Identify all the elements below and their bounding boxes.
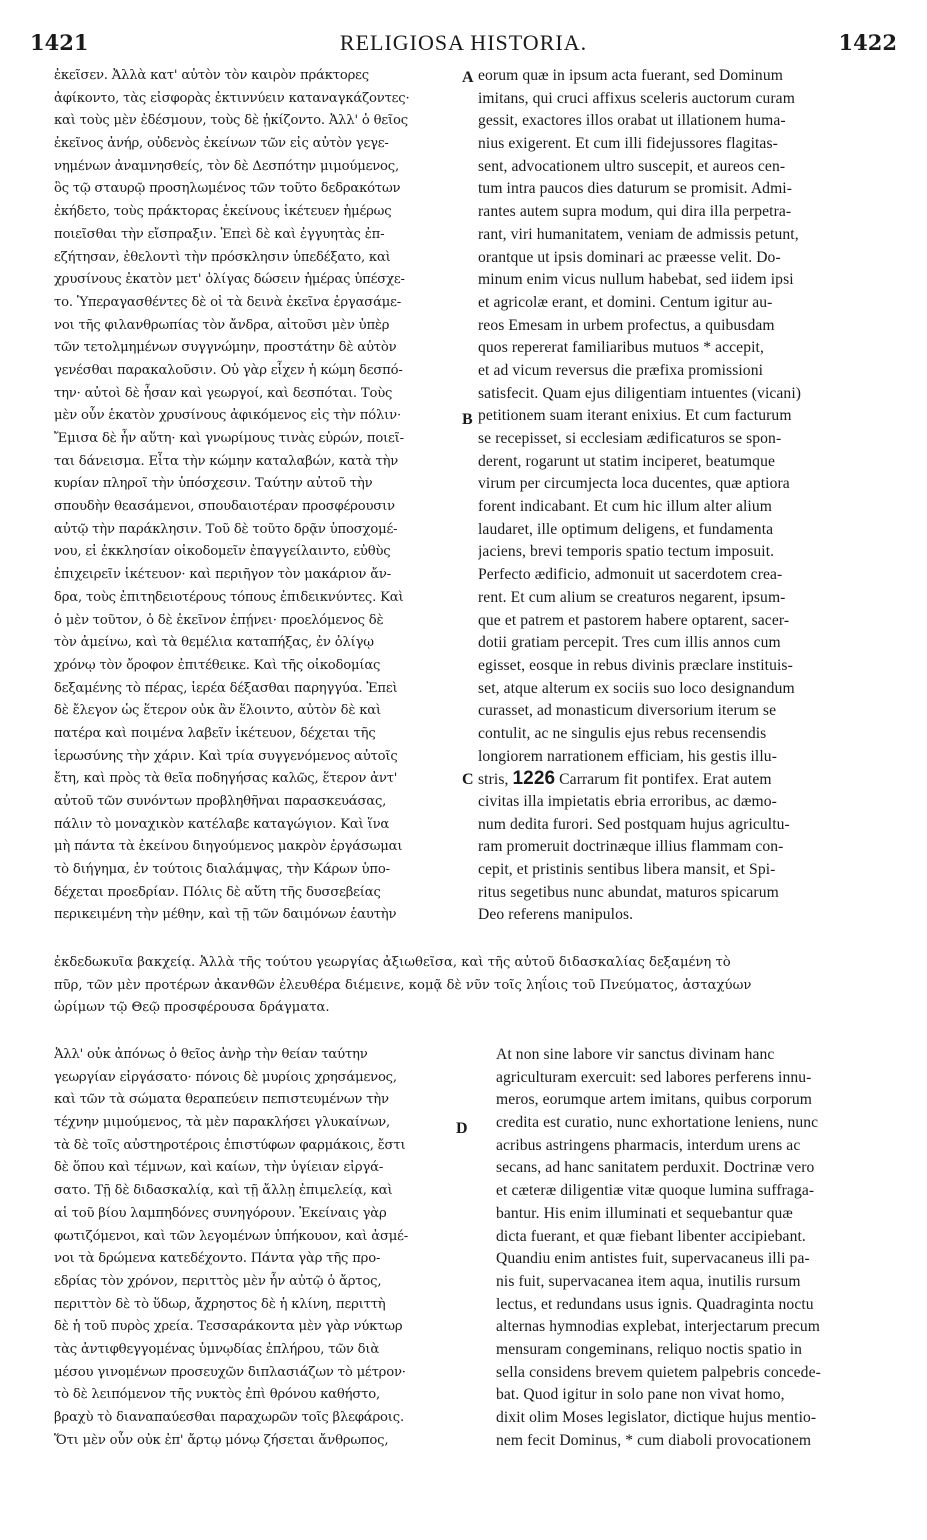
text-line: et agricolæ erant, et domini. Centum igitur au- (478, 293, 773, 311)
text-line: πάλιν τὸ μοναχικὸν κατέλαβε καταγώγιον. Καὶ ἵνα (54, 816, 390, 832)
text-line: νου, εἰ ἐκκλησίαν οἰκοδομεῖν ἐπαγγείλαιντο, εὐθὺς (54, 544, 391, 560)
text-line: meros, eorumque artem imitans, quibus corporum (496, 1091, 812, 1109)
text-line: minum enim vicus nullum habebat, sed iidem ipsi (478, 271, 794, 289)
text-fragment: stris, (478, 771, 513, 789)
text-line: ται δάνεισμα. Εἶτα τὴν κώμην καταλαβών, κατὰ τὴν (54, 453, 399, 469)
text-fragment: Carrarum fit pontifex. Erat autem (555, 771, 772, 789)
text-line: set, atque alterum ex sociis suo loco designandum (478, 679, 795, 697)
text-line: περικειμένη τὴν μέθην, καὶ τῇ τῶν δαιμόνων ἑαυτὴν (54, 907, 397, 923)
text-line: δὲ ἔλεγον ὡς ἕτερον οὐκ ἂν ἕλοιντο, αὐτὸν δὲ καὶ (54, 703, 381, 719)
text-line: δρα, τοὺς ἐπιτηδειοτέρους τόπους ἐπιδεικνύντες. Καὶ (54, 589, 404, 605)
text-line: μέσου γινομένων προσευχῶν διπλασιάζων τὸ μέτρον· (54, 1364, 406, 1380)
text-line: ὁ μὲν τοῦτον, ὁ δὲ ἐκεῖνον ἐπῄνει· προελόμενος δὲ (54, 612, 384, 628)
text-line: bat. Quod igitur in solo pane non vivat homo, (496, 1386, 785, 1404)
text-line: gessit, exactores illos orabat ut illationem huma- (478, 112, 786, 130)
text-line: σπουδὴν θεασάμενοι, σπουδαιοτέραν προσφέρουσιν (54, 499, 395, 515)
text-line: civitas illa impietatis ebria erroribus, ac dæmo- (478, 793, 777, 810)
text-line: rantes autem supra modum, qui dira illa perpetra- (478, 203, 792, 221)
text-line: ram promeruit doctrinæque illius flammam con- (478, 838, 784, 856)
text-line: cepit, et pristinis sentibus libera mansit, et Spi- (478, 861, 776, 879)
text-line: num dedita furori. Sed postquam hujus agricultu- (478, 815, 790, 833)
text-line: Ἔμισα δὲ ἦν αὕτη· καὶ γνωρίμους τινὰς εὑρών, ποιεῖ- (54, 431, 404, 446)
text-line: dixit olim Moses legislator, dictique hujus mentio- (496, 1409, 817, 1426)
text-line: acribus astringens pharmacis, interdum urens ac (496, 1136, 801, 1154)
greek-column-bottom (54, 1044, 464, 1452)
text-line: χρυσίνους ἑκατὸν μετ' ὀλίγας δώσειν ἡμέρας ὑπέσχε- (54, 272, 405, 288)
text-line: δέχεται προεδρίαν. Πόλις δὲ αὕτη τῆς δυσσεβείας (54, 884, 381, 900)
text-line: ἐκδεδωκυῖα βακχείᾳ. Ἀλλὰ τῆς τούτου γεωργίας ἀξιωθεῖσα, καὶ τῆς αὐτοῦ διδασκαλίας δεξαμένη τὸ (54, 955, 731, 970)
text-line: laudaret, ille optimum deligens, et fundamenta (478, 520, 774, 538)
text-line: egisset, eosque in rebus divinis præclare instituis- (478, 656, 793, 674)
text-line: mensuram congeminans, reliquo noctis spatio in (496, 1340, 803, 1358)
text-line: πατέρα καὶ ποιμένα λαβεῖν ἱκέτευον, δέχεται τῆς (54, 725, 376, 741)
text-line: μὲν οὖν ἑκατὸν χρυσίνους ἀφικόμενος εἰς τὴν πόλιν· (54, 408, 401, 424)
text-line: ἐπιχειρεῖν ἱκέτευον· καὶ περιῆγον τὸν μακάριον ἄν- (54, 567, 391, 583)
text-line: dicta fuerant, et quæ fiebant libenter accipiebant. (496, 1227, 806, 1245)
text-line: μὴ πάντα τὰ ἐκείνου διηγούμενος μακρὸν ἐργάσωμαι (54, 839, 403, 855)
text-line: Quandiu enim antistes fuit, supervacaneus illi pa- (496, 1250, 810, 1268)
text-line: αὐτοῦ τῶν συνόντων προβληθῆναι παρασκευάσας, (54, 794, 387, 809)
text-line: tum intra paucos dies daturum se promisit. Admi- (478, 180, 793, 198)
text-line: longiorem narrationem efficiam, his gestis illu- (478, 747, 777, 765)
latin-column-bottom (496, 1044, 896, 1452)
text-line: τὸ δὲ λειπόμενον τῆς νυκτὸς ἐπὶ θρόνου καθήστο, (54, 1387, 380, 1403)
text-line: το. Ὑπεραγασθέντες δὲ οἱ τὰ δεινὰ ἐκεῖνα ἐργασάμε- (54, 294, 402, 310)
text-line: ritus segetibus nunc abundat, maturos spicarum (478, 883, 779, 901)
text-line: τῶν τετολμημένων συγγνώμην, προστάτην δὲ αὐτὸν (54, 340, 397, 356)
text-line: et ad vicum reversus die præfixa promissioni (478, 361, 764, 379)
text-line: sella considens brevem quietem palpebris concede- (496, 1363, 821, 1381)
text-line: reos Emesam in urbem profectus, a quibusdam (478, 316, 775, 334)
text-line: σατο. Τῇ δὲ διδασκαλίᾳ, καὶ τῇ ἄλλῃ ἐπιμελείᾳ, καὶ (54, 1183, 393, 1199)
latin-column-top (478, 65, 896, 927)
text-line: Perfecto ædificio, admonuit ut sacerdotem crea- (478, 566, 783, 584)
text-line: βραχὺ τὸ διαναπαύεσθαι παραχωρῶν τοῖς βλεφάροις. (54, 1410, 404, 1425)
text-line: rant, viri humanitatem, veniam de admissis petunt, (478, 225, 799, 243)
text-line: γενέσθαι παρακαλοῦσιν. Οὐ γὰρ εἶχεν ἡ κώμη δεσπό- (54, 362, 403, 378)
text-line: imitans, qui cruci affixus sceleris auctorum curam (478, 89, 795, 107)
page-header (30, 18, 897, 58)
text-line: derent, rogarunt ut statim inciperet, beatumque (478, 452, 775, 470)
page-number-right: 1422 (838, 30, 897, 55)
text-line: τὸν ἀμείνω, καὶ τὰ θεμέλια καταπήξας, ἐν ὀλίγῳ (54, 635, 374, 651)
text-line: secans, ad hanc sanitatem perduxit. Doctrinæ vero (496, 1159, 815, 1177)
text-line: rent. Et cum alium se creaturos negarent, ipsum- (478, 588, 786, 606)
text-line: agriculturam exercuit: sed labores perferens innu- (496, 1068, 812, 1086)
text-line: se recepisset, si ecclesiam ædificaturos se spon- (478, 430, 782, 447)
text-line: αἱ τοῦ βίου λαμπηδόνες συνηγόρουν. Ἐκείναις γὰρ (54, 1205, 387, 1221)
margin-marker-b: B (462, 411, 473, 428)
text-line: τὸ διήγημα, ἐν τούτοις διαλάμψας, τὴν Κάρων ὑπο- (54, 862, 390, 878)
text-line: lectus, et redundans usus ignis. Quadraginta noctu (496, 1295, 814, 1313)
text-line: Deo referens manipulos. (478, 906, 634, 924)
text-line: νοι τὰ δρώμενα κατεδέχοντο. Πάντα γὰρ τῆς προ- (54, 1251, 381, 1267)
text-line: περιττὸν δὲ τὸ ὕδωρ, ἄχρηστος δὲ ἡ κλίνη, περιττὴ (54, 1296, 386, 1312)
margin-marker-d: D (456, 1120, 468, 1137)
text-line: nem fecit Dominus, * cum diaboli provocationem (496, 1431, 812, 1449)
text-line: ἐκεῖνος ἀνήρ, οὐδενὸς ἐκείνων τῶν εἰς αὐτὸν γεγε- (54, 136, 389, 152)
text-line: eorum quæ in ipsum acta fuerant, sed Dominum (478, 67, 783, 84)
text-line: νοι τῆς φιλανθρωπίας τὸν ἄνδρα, αἰτοῦσι μὲν ὑπὲρ (54, 317, 390, 333)
text-line: alternas hymnodias explebat, interjectarum precum (496, 1318, 821, 1336)
text-line: dotii gratiam percepit. Tres cum illis annos cum (478, 634, 781, 652)
column-number: 1226 (512, 768, 556, 790)
text-line: jaciens, brevi temporis spatio tectum imposuit. (478, 543, 775, 561)
text-line: εδρίας τὸν χρόνον, περιττὸς μὲν ἦν αὐτῷ ὁ ἄρτος, (54, 1273, 382, 1289)
margin-marker-c: C (462, 771, 474, 788)
text-line: ἔτη, καὶ πρὸς τὰ θεῖα ποδηγήσας καλῶς, ἕτερον ἀντ' (54, 771, 398, 787)
text-line: χρόνῳ τὸν ὄροφον ἐπιτέθεικε. Καὶ τῆς οἰκοδομίας (54, 657, 381, 673)
text-line: ἐκεῖσεν. Ἀλλὰ κατ' αὐτὸν τὸν καιρὸν πράκτορες (54, 68, 369, 83)
text-line: petitionem suam iterant enixius. Et cum facturum (478, 407, 792, 425)
text-line: ἱερωσύνης τὴν χάριν. Καὶ τρία συγγενόμενος αὐτοῖς (54, 748, 398, 764)
text-line: At non sine labore vir sanctus divinam hanc (496, 1046, 775, 1063)
text-line: bantur. His enim illuminati et sequebantur quæ (496, 1204, 793, 1222)
greek-column-top (54, 65, 462, 927)
text-line: φωτιζόμενοι, καὶ τῶν λεγομένων ὑπήκουον, καὶ ἀσμέ- (54, 1228, 409, 1244)
text-line: satisfecit. Quam ejus diligentiam intuentes (vicani) (478, 384, 802, 402)
greek-fullwidth-lines (54, 952, 899, 1020)
text-line: que et patrem et pastorem habere optarent, sacer- (478, 611, 790, 629)
text-line: quos repererat familiaribus mutuos * accepit, (478, 339, 764, 357)
text-line: την· αὐτοὶ δὲ ἦσαν καὶ γεωργοί, καὶ δεσπόται. Τοὺς (54, 385, 393, 401)
text-line: ποιεῖσθαι τὴν εἴσπραξιν. Ἐπεὶ δὲ καὶ ἐγγυητὰς ἐπ- (54, 226, 385, 242)
page-number-left: 1421 (30, 30, 89, 55)
text-line: γεωργίαν εἰργάσατο· πόνοις δὲ μυρίοις χρησάμενος, (54, 1069, 397, 1085)
text-line: nis fuit, supervacanea item aqua, inutilis rursum (496, 1272, 801, 1290)
text-line: forent indicabant. Et cum hic illum alter alium (478, 498, 772, 516)
text-line: sent, advocationem ultro suscepit, et aureos cen- (478, 157, 786, 175)
text-line: τέχνην μιμούμενος, τὰ μὲν παρακλήσει γλυκαίνων, (54, 1115, 390, 1131)
text-line: κυρίαν πληροῖ τὴν ὑπόσχεσιν. Ταύτην αὐτοῦ τὴν (54, 476, 373, 492)
text-line: credita est curatio, nunc exhortatione leniens, nunc (496, 1114, 819, 1132)
text-line: δὲ ὅπου καὶ τέμνων, καὶ καίων, τὴν ὑγίειαν εἰργά- (54, 1160, 384, 1176)
text-line: ἐκήδετο, τοὺς πράκτορας ἐκείνους ἱκέτευεν ἡμέρως (54, 204, 392, 220)
text-line: Ἀλλ' οὐκ ἀπόνως ὁ θεῖος ἀνὴρ τὴν θείαν ταύτην (54, 1047, 368, 1062)
text-line: ἀφίκοντο, τὰς εἰσφορὰς ἐκτιννύειν καταναγκάζοντες· (54, 90, 410, 106)
text-line: et cæteræ diligentiæ vitæ quoque lumina suffraga- (496, 1182, 815, 1200)
text-line: καὶ τῶν τὰ σώματα θεραπεύειν πεπιστευμένων τὴν (54, 1092, 389, 1108)
text-line: curasset, ad monasticum diversorium iterum se (478, 702, 777, 720)
text-line: καὶ τοὺς μὲν ἐδέσμουν, τοὺς δὲ ᾐκίζοντο. Ἀλλ' ὁ θεῖος (54, 113, 408, 129)
text-line: virum per circumjecta loca ducentes, quæ aptiora (478, 475, 790, 493)
text-line: δὲ ἡ τοῦ πυρὸς χρεία. Τεσσαράκοντα μὲν γὰρ νύκτωρ (54, 1319, 403, 1335)
running-title: RELIGIOSA HISTORIA. (339, 30, 588, 55)
text-line-with-column-number (478, 768, 896, 791)
text-line: nius exigerent. Et cum illi fidejussores flagitas- (478, 135, 778, 153)
text-line: ὡρίμων τῷ Θεῷ προσφέρουσα δράγματα. (54, 1000, 330, 1016)
text-line: αὐτῷ τὴν παράκλησιν. Τοῦ δὲ τοῦτο δρᾷν ὑποσχομέ- (54, 521, 398, 537)
text-line: εζήτησαν, ἐθελοντὶ τὴν πρόσκλησιν ὑπεδέξατο, καὶ (54, 249, 391, 265)
text-line: τὰ δὲ τοῖς αὐστηροτέροις ἐπιστύφων φαρμάκοις, ἔστι (54, 1137, 406, 1153)
text-line: πῦρ, τῶν μὲν προτέρων ἀκανθῶν ἐλευθέρα διέμεινε, κομᾷ δὲ νῦν τοῖς ληΐοις τοῦ Πνεύματος, ἀσταχύων (54, 977, 752, 993)
text-line: ὃς τῷ σταυρῷ προσηλωμένος τῶν τοῦτο δεδρακότων (54, 181, 401, 197)
text-line: τὰς ἀντιφθεγγομένας ὑμνῳδίας ἐπλήρου, τῶν διὰ (54, 1341, 380, 1357)
text-line: Ὅτι μὲν οὖν οὐκ ἐπ' ἄρτῳ μόνῳ ζήσεται ἄνθρωπος, (54, 1432, 389, 1448)
margin-marker-a: A (462, 69, 474, 86)
text-line: contulit, ac ne singulis ejus rebus recensendis (478, 724, 767, 742)
text-line: νημένων ἀναμνησθείς, τὸν δὲ Δεσπότην μιμούμενος, (54, 158, 399, 174)
text-line: orantque ut ipsis dominari ac præesse velit. Do- (478, 248, 781, 266)
text-line: δεξαμένης τὸ πέρας, ἱερέα δέξασθαι παρηγγύα. Ἐπεὶ (54, 680, 398, 696)
